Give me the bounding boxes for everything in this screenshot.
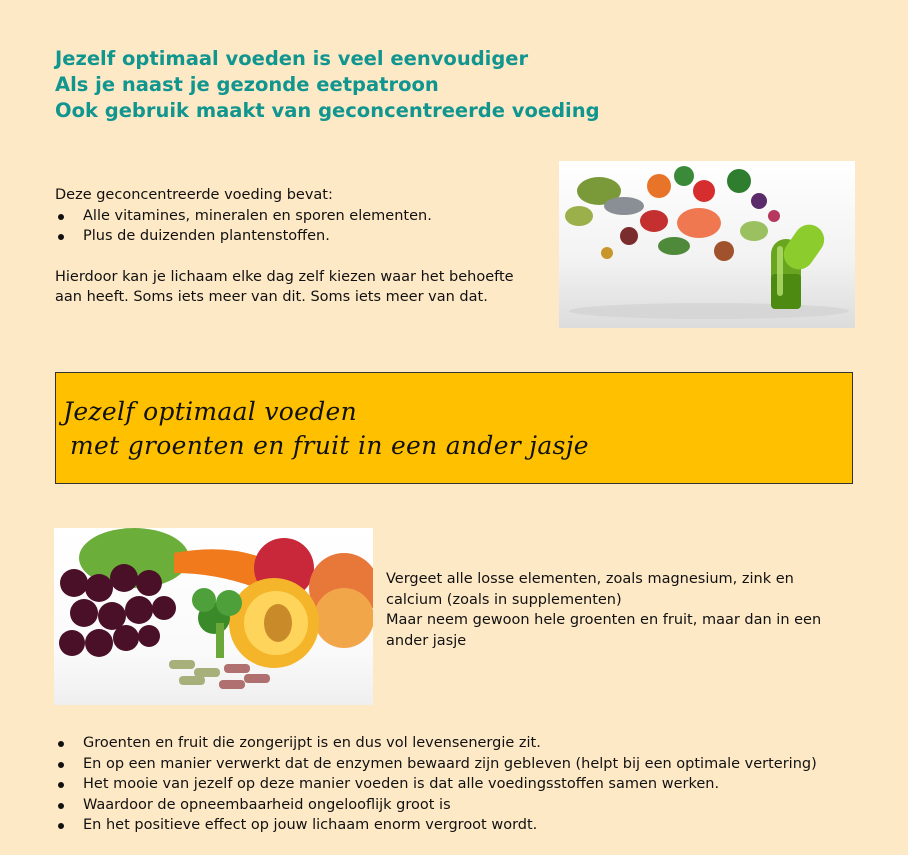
- banner: [55, 372, 853, 484]
- fruit-vegetables-image: [54, 528, 373, 705]
- benefits-bullet-list: [55, 733, 817, 836]
- list-item: En op een manier verwerkt dat de enzymen bewaard zijn gebleven (helpt bij een optimale vertering): [55, 754, 817, 775]
- side-text-line-2: calcium (zoals in supplementen): [386, 591, 622, 608]
- list-item: Het mooie van jezelf op deze manier voeden is dat alle voedingsstoffen samen werken.: [55, 774, 817, 795]
- side-text-line-3: Maar neem gewoon hele groenten en fruit, maar dan in een: [386, 612, 822, 628]
- intro-lead: Deze geconcentreerde voeding bevat:: [55, 187, 333, 203]
- intro-bullet-list: [55, 206, 535, 247]
- intro-paragraph-line-1: Hierdoor kan je lichaam elke dag zelf kiezen waar het behoefte: [55, 268, 514, 285]
- list-item: Plus de duizenden plantenstoffen.: [55, 226, 535, 247]
- heading-line-3: Ook gebruik maakt van geconcentreerde voeding: [55, 99, 600, 122]
- food-capsule-image: [559, 161, 855, 328]
- page-heading: [55, 46, 600, 124]
- side-text-line-1: Vergeet alle losse elementen, zoals magnesium, zink en: [386, 571, 794, 587]
- list-item: Groenten en fruit die zongerijpt is en dus vol levensenergie zit.: [55, 733, 817, 754]
- side-text-line-4: ander jasje: [386, 632, 467, 649]
- banner-line-1: Jezelf optimaal voeden: [63, 397, 358, 426]
- list-item: Waardoor de opneembaarheid ongelooflijk groot is: [55, 795, 817, 816]
- banner-line-2: met groenten en fruit in een ander jasje: [70, 431, 589, 460]
- benefits-section: [55, 733, 817, 836]
- side-text: [386, 569, 846, 651]
- heading-line-1: Jezelf optimaal voeden is veel eenvoudiger: [55, 47, 529, 70]
- intro-section: [55, 185, 535, 308]
- list-item: Alle vitamines, mineralen en sporen elementen.: [55, 206, 535, 227]
- list-item: En het positieve effect op jouw lichaam enorm vergroot wordt.: [55, 815, 817, 836]
- heading-line-2: Als je naast je gezonde eetpatroon: [55, 73, 439, 96]
- intro-paragraph-line-2: aan heeft. Soms iets meer van dit. Soms iets meer van dat.: [55, 289, 488, 305]
